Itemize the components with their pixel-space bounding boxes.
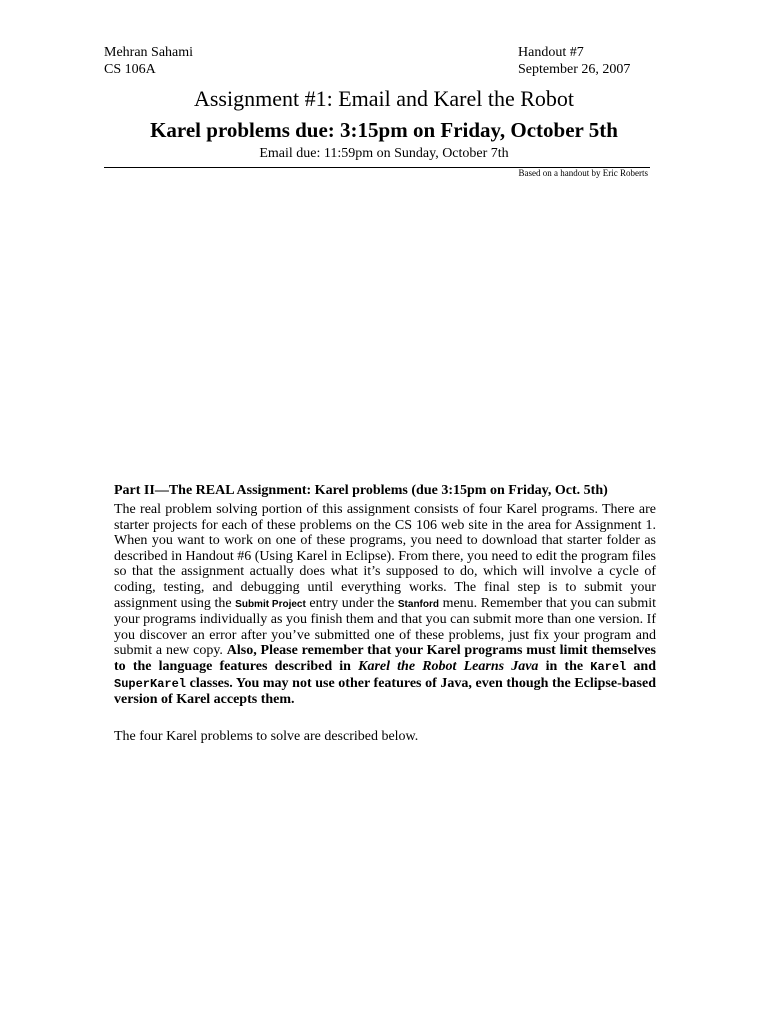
page-title: Assignment #1: Email and Karel the Robot	[193, 86, 575, 111]
superkarel-class-name: SuperKarel	[114, 676, 187, 691]
course-name: CS 106A	[104, 62, 156, 77]
bold-text-1: Also, Please remember that your Karel programs must limit themselves to the language features described in	[114, 643, 657, 674]
handout-date: September 26, 2007	[518, 62, 631, 77]
handout-number: Handout #7	[518, 45, 584, 60]
stanford-menu-label: Stanford	[397, 598, 439, 610]
bold-text-3: and	[626, 658, 656, 674]
closing-line: The four Karel problems to solve are described below.	[114, 729, 419, 744]
header-left	[104, 44, 193, 78]
para-text-3: menu. Remember that you can submit your programs individually as you finish them and that you can submit more than one version. If you discover an error after you’ve submitted one of these problems, just fix your program and submit a new copy.	[114, 595, 657, 659]
karel-class-name: Karel	[590, 659, 627, 674]
para-text-1: The real problem solving portion of this assignment consists of four Karel programs. There are starter projects for each of these problems on the CS 106 web site in the area for Assignment 1. When you want to work on one of these programs, you need to download that starter folder as described in Handout #6 (Using Karel in Eclipse). From there, you need to edit the program files so that the assignment actually does what it’s supposed to do, which will involve a cycle of coding, testing, and debugging until everything works. The final step is to submit your assignment using the	[114, 502, 656, 611]
book-title: Karel the Robot Learns Java	[358, 658, 539, 674]
part-two-heading: Part II—The REAL Assignment: Karel problems (due 3:15pm on Friday, Oct. 5th)	[114, 483, 608, 498]
bold-text-2: in the	[538, 658, 591, 674]
credit-line: Based on a handout by Eric Roberts	[518, 168, 648, 178]
submit-project-label: Submit Project	[235, 598, 306, 610]
bold-text-4: classes. You may not use other features of Java, even though the Eclipse-based version of Karel accepts them.	[114, 675, 656, 708]
para-text-2: entry under the	[305, 595, 398, 611]
header-right	[518, 44, 630, 78]
part-two-paragraph	[114, 502, 656, 708]
page-subtitle: Karel problems due: 3:15pm on Friday, October 5th	[150, 118, 618, 142]
email-due-line: Email due: 11:59pm on Sunday, October 7th	[259, 146, 509, 161]
author-name: Mehran Sahami	[104, 45, 194, 60]
